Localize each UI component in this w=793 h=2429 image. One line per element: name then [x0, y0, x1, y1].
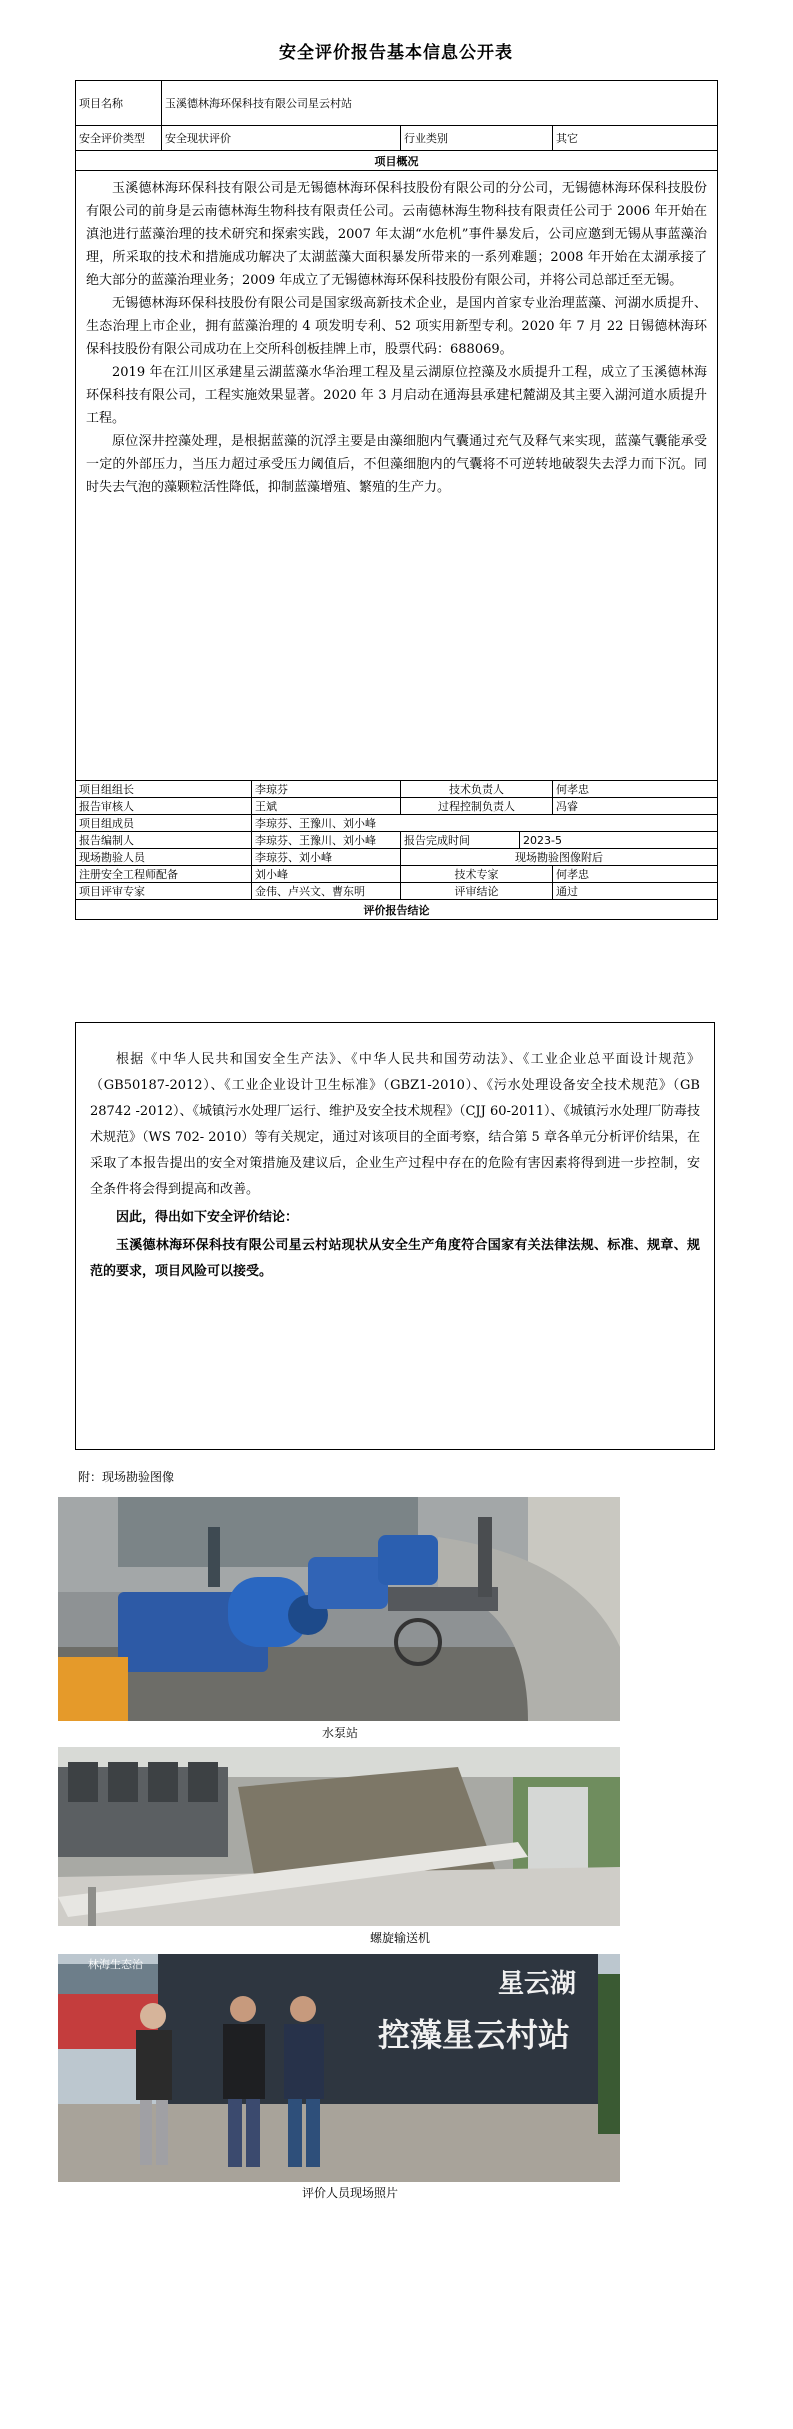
review-experts: 金伟、卢兴文、曹东明 — [252, 883, 401, 900]
conclusion-final: 玉溪德林海环保科技有限公司星云村站现状从安全生产角度符合国家有关法律法规、标准、规章、规范的要求，项目风险可以接受。 — [90, 1238, 700, 1279]
overview-paragraph: 玉溪德林海环保科技有限公司是无锡德林海环保科技股份有限公司的分公司，无锡德林海环保科技股份有限公司的前身是云南德林海生物科技有限责任公司。云南德林海生物科技有限责任公司于 2006 年开始在滇池进行蓝藻治理的技术研究和探索实践，2007 年太湖“水危机”事件暴发后，公司应邀到无锡从事蓝藻治理，所采取的技术和措施成功解决了太湖蓝藻大面积暴发所带来的一系列难题；2008 年开始在太湖承接了绝大部分的蓝藻治理业务；2009 年成立了无锡德林海环保科技股份有限公司，并将公司总部迁至无锡。 — [86, 181, 707, 288]
survey-people: 李琼芬、刘小峰 — [252, 849, 401, 866]
leader: 李琼芬 — [252, 781, 401, 798]
engineer: 刘小峰 — [252, 866, 401, 883]
members: 李琼芬、王豫川、刘小峰 — [252, 815, 718, 832]
overview-paragraph: 原位深井控藻处理，是根据蓝藻的沉浮主要是由藻细胞内气囊通过充气及释气来实现，蓝藻气囊能承受一定的外部压力，当压力超过承受压力阈值后，不但藻细胞内的气囊将不可逆转地破裂失去浮力而下沉。同时失去气泡的藻颗粒活性降低，抑制蓝藻增殖、繁殖的生产力。 — [86, 434, 707, 495]
conclusion-box — [75, 1022, 715, 1450]
caption-pump-station: 水泵站 — [321, 1726, 358, 1740]
review-experts-label: 项目评审专家 — [76, 883, 252, 900]
eval-type: 安全现状评价 — [162, 126, 401, 151]
caption-staff: 评价人员现场照片 — [301, 2186, 398, 2200]
finish-date: 2023-5 — [520, 832, 718, 849]
industry-label: 行业类别 — [401, 126, 553, 151]
engineer-label: 注册安全工程师配备 — [76, 866, 252, 883]
survey-label: 现场勘验人员 — [76, 849, 252, 866]
leader-label: 项目组组长 — [76, 781, 252, 798]
pump-station-image — [58, 1497, 620, 1721]
sign-small: 林海生态治 — [88, 1958, 143, 1971]
overview-heading: 项目概况 — [76, 151, 718, 171]
eval-type-label: 安全评价类型 — [76, 126, 162, 151]
members-label: 项目组成员 — [76, 815, 252, 832]
expert: 何孝忠 — [553, 866, 718, 883]
finish-label: 报告完成时间 — [401, 832, 520, 849]
authors: 李琼芬、王豫川、刘小峰 — [252, 832, 401, 849]
expert-label: 技术专家 — [401, 866, 553, 883]
project-name: 玉溪德林海环保科技有限公司星云村站 — [162, 81, 718, 126]
pump-station-photo — [58, 1497, 620, 1721]
sign-line-1: 星云湖 — [498, 1969, 577, 1999]
review-result-label: 评审结论 — [401, 883, 553, 900]
staff-photo — [58, 1954, 620, 2182]
project-name-label: 项目名称 — [76, 81, 162, 126]
reviewer: 王斌 — [252, 798, 401, 815]
staff-image — [58, 1954, 620, 2182]
authors-label: 报告编制人 — [76, 832, 252, 849]
process: 冯睿 — [553, 798, 718, 815]
process-label: 过程控制负责人 — [401, 798, 553, 815]
page-title: 安全评价报告基本信息公开表 — [279, 43, 513, 63]
overview-body — [76, 171, 718, 781]
survey-image-note: 现场勘验图像附后 — [401, 849, 718, 866]
reviewer-label: 报告审核人 — [76, 798, 252, 815]
caption-screw-conveyor: 螺旋输送机 — [369, 1931, 430, 1945]
review-result: 通过 — [553, 883, 718, 900]
overview-paragraph: 无锡德林海环保科技股份有限公司是国家级高新技术企业，是国内首家专业治理蓝藻、河湖水质提升、生态治理上市企业，拥有蓝藻治理的 4 项发明专利、52 项实用新型专利。2020 年 7 月 22 日锡德林海环保科技股份有限公司成功在上交所科创板挂牌上市，股票代码：688069。 — [86, 296, 707, 357]
tech-label: 技术负责人 — [401, 781, 553, 798]
tech: 何孝忠 — [553, 781, 718, 798]
info-table — [75, 80, 718, 920]
conclusion-heading: 评价报告结论 — [76, 900, 718, 920]
sign-line-2: 控藻星云村站 — [378, 2016, 571, 2054]
conclusion-paragraph: 根据《中华人民共和国安全生产法》、《中华人民共和国劳动法》、《工业企业总平面设计规范》（GB50187-2012）、《工业企业设计卫生标准》（GBZ1-2010）、《污水处理设备安全技术规范》（GB 28742 -2012）、《城镇污水处理厂运行、维护及安全技术规程》（CJJ 60-2011）、《城镇污水处理厂防毒技术规范》（WS 702- 2010）等有关规定，通过对该项目的全面考察，结合第 5 章各单元分析评价结果，在采取了本报告提出的安全对策措施及建议后，企业生产过程中存在的危险有害因素将得到进一步控制，安全条件将会得到提高和改善。 — [90, 1052, 700, 1197]
screw-conveyor-image — [58, 1747, 620, 1926]
industry: 其它 — [553, 126, 718, 151]
overview-paragraph: 2019 年在江川区承建星云湖蓝藻水华治理工程及星云湖原位控藻及水质提升工程，成立了玉溪德林海环保科技有限公司，工程实施效果显著。2020 年 3 月启动在通海县承建杞麓湖及其主要入湖河道水质提升工程。 — [86, 365, 707, 426]
conclusion-lead: 因此，得出如下安全评价结论： — [116, 1210, 299, 1225]
screw-conveyor-photo — [58, 1747, 620, 1926]
attachment-label: 附：现场勘验图像 — [78, 1470, 175, 1484]
